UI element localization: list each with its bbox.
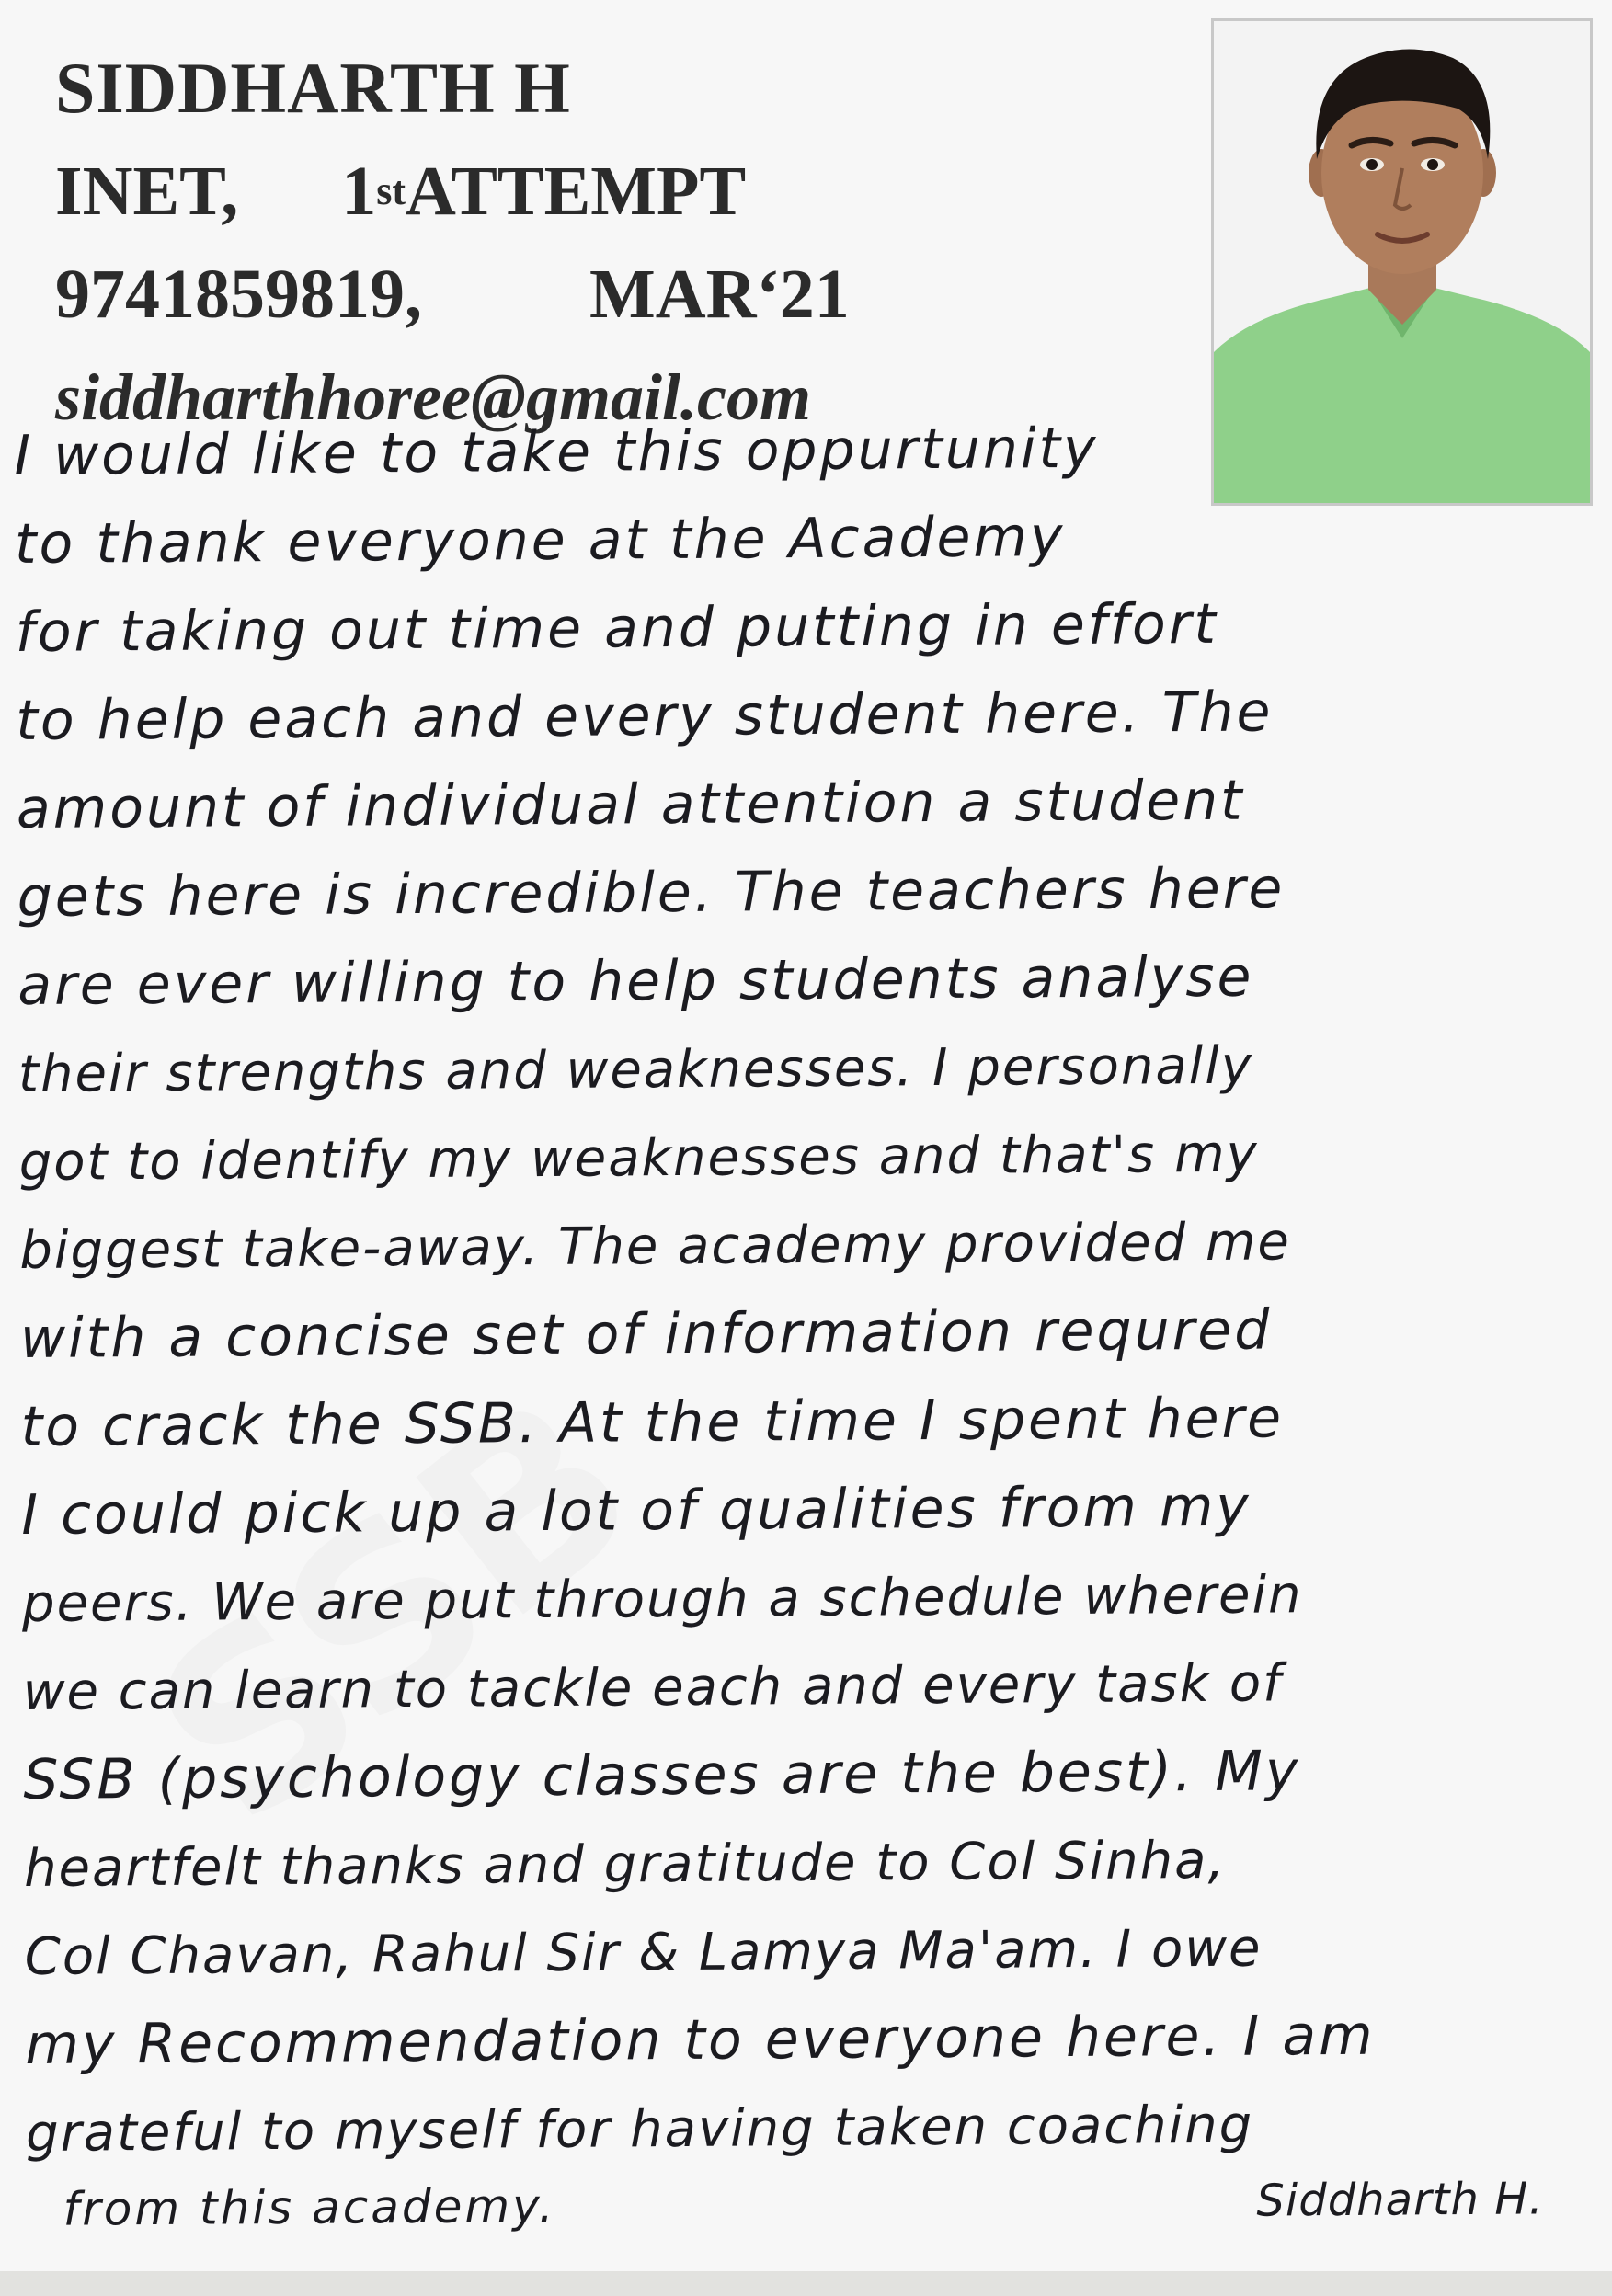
attempt-label: ATTEMPT xyxy=(405,152,747,230)
letter-line: to thank everyone at the Academy xyxy=(14,505,1066,577)
handwritten-letter xyxy=(14,401,1612,2242)
letter-line: peers. We are put through a schedule wherein xyxy=(21,1564,1303,1634)
page-edge xyxy=(0,2271,1612,2296)
letter-line: Col Chavan, Rahul Sir & Lamya Ma'am. I owe xyxy=(24,1918,1263,1987)
letter-line: SSB (psychology classes are the best). My xyxy=(23,1739,1301,1812)
candidate-header xyxy=(55,37,1186,449)
program-name: INET, xyxy=(55,152,239,230)
letter-line: with a concise set of information requred xyxy=(19,1297,1273,1371)
attempt-number: 1 xyxy=(341,152,377,230)
phone-month-line xyxy=(55,243,1186,346)
letter-line: we can learn to tackle each and every task of xyxy=(22,1652,1284,1722)
closing-line xyxy=(26,2166,1543,2242)
signature: Siddharth H. xyxy=(1256,2173,1544,2227)
letter-line: their strengths and weaknesses. I personally xyxy=(17,1035,1254,1104)
letter-line: to crack the SSB. At the time I spent here xyxy=(20,1386,1285,1459)
letter-line: for taking out time and putting in effort xyxy=(15,591,1219,665)
letter-line: grateful to myself for having taken coaching xyxy=(25,2095,1254,2164)
program-attempt-line: INET, 1 st ATTEMPT xyxy=(55,152,747,230)
letter-line: are ever willing to help students analyse xyxy=(17,944,1254,1018)
letter-line: amount of individual attention a student xyxy=(16,768,1245,841)
candidate-name: SIDDHARTH H xyxy=(55,48,571,128)
letter-line: my Recommendation to everyone here. I am xyxy=(25,2003,1376,2077)
letter-line: got to identify my weaknesses and that's my xyxy=(18,1124,1259,1193)
month-year: MAR‘21 xyxy=(589,255,850,333)
letter-line: heartfelt thanks and gratitude to Col Sinha, xyxy=(23,1830,1227,1899)
letter-line: I could pick up a lot of qualities from my xyxy=(21,1474,1252,1548)
email-address: siddharthhoree@gmail.com xyxy=(55,360,811,434)
phone-number: 9741859819, xyxy=(55,255,422,333)
closing-text: from this academy. xyxy=(63,2178,556,2236)
letter-line: I would like to take this oppurtunity xyxy=(14,416,1099,488)
letter-line: biggest take-away. The academy provided me xyxy=(19,1211,1292,1281)
letter-line: to help each and every student here. The xyxy=(16,680,1274,753)
letter-line: gets here is incredible. The teachers here xyxy=(17,856,1286,930)
